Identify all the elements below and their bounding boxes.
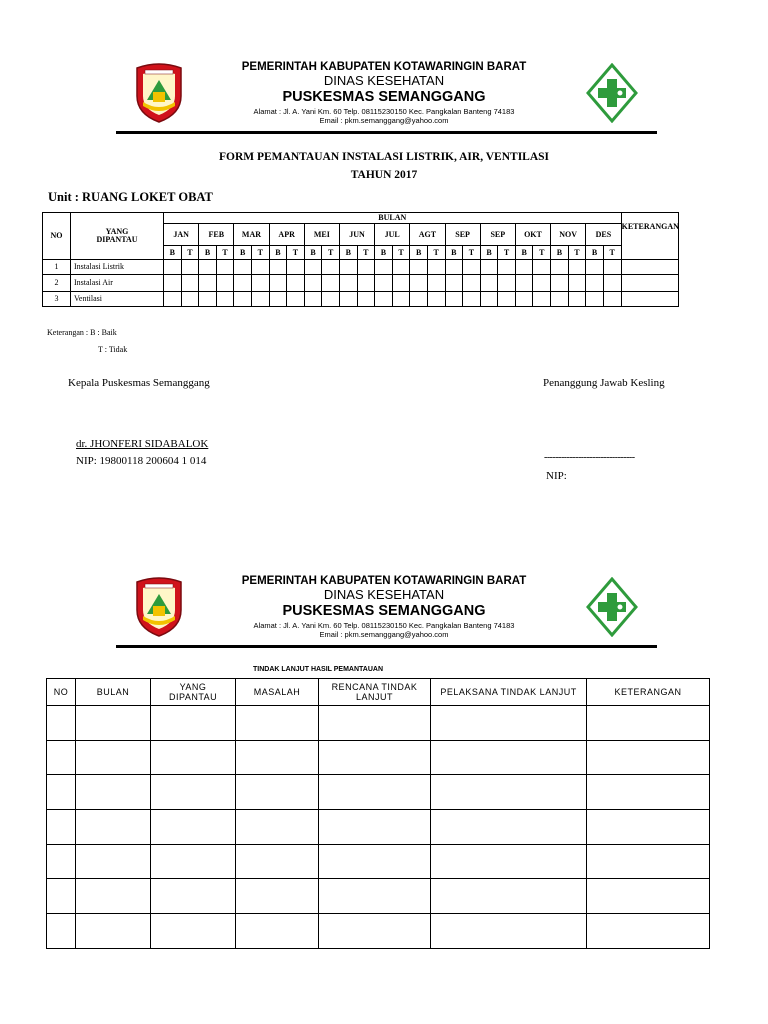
tidak-subheader: T <box>287 246 305 260</box>
status-cell[interactable] <box>357 292 375 307</box>
month-header: FEB <box>199 224 234 246</box>
followup-cell[interactable] <box>431 706 587 741</box>
followup-cell[interactable] <box>431 810 587 845</box>
status-cell[interactable] <box>287 260 305 275</box>
followup-cell[interactable] <box>76 810 151 845</box>
status-cell[interactable] <box>515 275 533 292</box>
baik-subheader: B <box>269 246 287 260</box>
followup-cell[interactable] <box>431 740 587 775</box>
baik-subheader: B <box>551 246 569 260</box>
status-cell[interactable] <box>199 260 217 275</box>
col-keterangan: KETERANGAN <box>587 679 710 706</box>
status-cell[interactable] <box>515 292 533 307</box>
followup-cell[interactable] <box>236 879 319 914</box>
header-email: Email : pkm.semanggang@yahoo.com <box>319 116 449 125</box>
followup-cell[interactable] <box>236 706 319 741</box>
row-no: 1 <box>43 260 71 275</box>
month-header: JUL <box>375 224 410 246</box>
status-cell[interactable] <box>234 292 252 307</box>
status-cell[interactable] <box>568 292 586 307</box>
legend-baik: Keterangan : B : Baik <box>47 328 117 337</box>
status-cell[interactable] <box>357 275 375 292</box>
keterangan-cell[interactable] <box>621 275 678 292</box>
status-cell[interactable] <box>269 275 287 292</box>
baik-subheader: B <box>586 246 604 260</box>
status-cell[interactable] <box>515 260 533 275</box>
tidak-subheader: T <box>357 246 375 260</box>
baik-subheader: B <box>515 246 533 260</box>
col-yang-dipantau: YANG DIPANTAU <box>151 679 236 706</box>
status-cell[interactable] <box>568 275 586 292</box>
baik-subheader: B <box>304 246 322 260</box>
status-cell[interactable] <box>164 260 182 275</box>
month-header: OKT <box>515 224 550 246</box>
status-cell[interactable] <box>234 275 252 292</box>
tidak-subheader: T <box>251 246 269 260</box>
status-cell[interactable] <box>269 260 287 275</box>
followup-cell[interactable] <box>151 740 236 775</box>
status-cell[interactable] <box>375 260 393 275</box>
status-cell[interactable] <box>410 275 428 292</box>
baik-subheader: B <box>410 246 428 260</box>
status-cell[interactable] <box>498 275 516 292</box>
row-item: Instalasi Air <box>71 275 164 292</box>
followup-cell[interactable] <box>47 810 76 845</box>
followup-cell[interactable] <box>76 879 151 914</box>
table-row <box>43 260 679 275</box>
status-cell[interactable] <box>269 292 287 307</box>
status-cell[interactable] <box>251 275 269 292</box>
followup-cell[interactable] <box>76 914 151 949</box>
status-cell[interactable] <box>392 275 410 292</box>
status-cell[interactable] <box>357 260 375 275</box>
status-cell[interactable] <box>463 260 481 275</box>
status-cell[interactable] <box>181 275 199 292</box>
status-cell[interactable] <box>392 260 410 275</box>
col-no: NO <box>47 679 76 706</box>
followup-cell[interactable] <box>76 775 151 810</box>
status-cell[interactable] <box>322 260 340 275</box>
col-keterangan-header: KETERANGAN <box>621 213 678 260</box>
month-header: MEI <box>304 224 339 246</box>
status-cell[interactable] <box>339 292 357 307</box>
status-cell[interactable] <box>216 275 234 292</box>
status-cell[interactable] <box>445 260 463 275</box>
col-bulan-header: BULAN <box>164 213 622 224</box>
table-row <box>47 740 710 775</box>
status-cell[interactable] <box>480 292 498 307</box>
followup-cell[interactable] <box>587 879 710 914</box>
status-cell[interactable] <box>164 275 182 292</box>
followup-table <box>46 678 710 949</box>
status-cell[interactable] <box>304 275 322 292</box>
col-dipantau-text: DIPANTAU <box>96 235 138 244</box>
baik-subheader: B <box>445 246 463 260</box>
tidak-subheader: T <box>533 246 551 260</box>
keterangan-cell[interactable] <box>621 292 678 307</box>
followup-cell[interactable] <box>236 844 319 879</box>
followup-cell[interactable] <box>587 740 710 775</box>
status-cell[interactable] <box>463 292 481 307</box>
followup-cell[interactable] <box>151 844 236 879</box>
status-cell[interactable] <box>498 260 516 275</box>
baik-subheader: B <box>480 246 498 260</box>
baik-subheader: B <box>375 246 393 260</box>
header-rule <box>116 131 657 134</box>
baik-subheader: B <box>339 246 357 260</box>
month-header: JAN <box>164 224 199 246</box>
status-cell[interactable] <box>498 292 516 307</box>
status-cell[interactable] <box>181 260 199 275</box>
status-cell[interactable] <box>586 260 604 275</box>
tidak-subheader: T <box>498 246 516 260</box>
baik-subheader: B <box>199 246 217 260</box>
followup-cell[interactable] <box>587 914 710 949</box>
followup-cell[interactable] <box>236 740 319 775</box>
month-header: MAR <box>234 224 269 246</box>
table-row <box>47 914 710 949</box>
status-cell[interactable] <box>427 275 445 292</box>
col-no-header: NO <box>43 213 71 260</box>
followup-cell[interactable] <box>236 810 319 845</box>
followup-cell[interactable] <box>236 775 319 810</box>
status-cell[interactable] <box>410 292 428 307</box>
table-row <box>47 810 710 845</box>
table-row <box>47 775 710 810</box>
month-header: DES <box>586 224 621 246</box>
table-row <box>43 292 679 307</box>
status-cell[interactable] <box>427 292 445 307</box>
status-cell[interactable] <box>586 275 604 292</box>
col-yang-dipantau-header <box>71 213 164 260</box>
left-signer-name: dr. JHONFERI SIDABALOK <box>76 438 209 450</box>
unit-label: Unit : RUANG LOKET OBAT <box>48 190 213 204</box>
followup-cell[interactable] <box>587 810 710 845</box>
row-no: 2 <box>43 275 71 292</box>
status-cell[interactable] <box>339 275 357 292</box>
header-department: DINAS KESEHATAN <box>323 73 445 88</box>
row-item: Ventilasi <box>71 292 164 307</box>
followup-cell[interactable] <box>76 844 151 879</box>
col-pelaksana: PELAKSANA TINDAK LANJUT <box>431 679 587 706</box>
status-cell[interactable] <box>322 292 340 307</box>
header-email: Email : pkm.semanggang@yahoo.com <box>319 630 449 639</box>
month-header: NOV <box>551 224 586 246</box>
status-cell[interactable] <box>304 292 322 307</box>
followup-cell[interactable] <box>319 810 431 845</box>
followup-cell[interactable] <box>587 844 710 879</box>
status-cell[interactable] <box>216 292 234 307</box>
tidak-subheader: T <box>463 246 481 260</box>
status-cell[interactable] <box>181 292 199 307</box>
followup-cell[interactable] <box>151 914 236 949</box>
status-cell[interactable] <box>199 275 217 292</box>
month-header: APR <box>269 224 304 246</box>
status-cell[interactable] <box>251 260 269 275</box>
table-row <box>47 844 710 879</box>
followup-cell[interactable] <box>47 844 76 879</box>
followup-cell[interactable] <box>319 914 431 949</box>
followup-cell[interactable] <box>319 879 431 914</box>
table-row <box>47 706 710 741</box>
followup-cell[interactable] <box>76 740 151 775</box>
status-cell[interactable] <box>480 275 498 292</box>
status-cell[interactable] <box>392 292 410 307</box>
status-cell[interactable] <box>375 275 393 292</box>
tidak-subheader: T <box>216 246 234 260</box>
monitoring-table <box>42 212 679 307</box>
status-cell[interactable] <box>234 260 252 275</box>
followup-cell[interactable] <box>151 810 236 845</box>
keterangan-cell[interactable] <box>621 260 678 275</box>
followup-cell[interactable] <box>587 706 710 741</box>
right-signer-nip: NIP: <box>546 470 567 482</box>
header-rule <box>116 645 657 648</box>
followup-cell[interactable] <box>236 914 319 949</box>
followup-cell[interactable] <box>151 706 236 741</box>
month-header: SEP <box>445 224 480 246</box>
table-row <box>47 879 710 914</box>
tidak-subheader: T <box>181 246 199 260</box>
status-cell[interactable] <box>603 292 621 307</box>
followup-header-row <box>47 679 710 706</box>
baik-subheader: B <box>164 246 182 260</box>
followup-cell[interactable] <box>151 879 236 914</box>
status-cell[interactable] <box>164 292 182 307</box>
followup-cell[interactable] <box>319 706 431 741</box>
status-cell[interactable] <box>445 292 463 307</box>
status-cell[interactable] <box>568 260 586 275</box>
status-cell[interactable] <box>551 275 569 292</box>
status-cell[interactable] <box>533 292 551 307</box>
status-cell[interactable] <box>533 260 551 275</box>
header-puskesmas: PUSKESMAS SEMANGGANG <box>282 603 486 619</box>
form-title: FORM PEMANTAUAN INSTALASI LISTRIK, AIR, VENTILASI <box>218 151 550 163</box>
header-government: PEMERINTAH KABUPATEN KOTAWARINGIN BARAT <box>241 575 527 587</box>
left-signer-nip: NIP: 19800118 200604 1 014 <box>76 455 207 467</box>
tidak-subheader: T <box>322 246 340 260</box>
followup-cell[interactable] <box>319 775 431 810</box>
followup-cell[interactable] <box>47 914 76 949</box>
col-yang-text: YANG <box>105 227 129 236</box>
row-item: Instalasi Listrik <box>71 260 164 275</box>
followup-cell[interactable] <box>319 844 431 879</box>
status-cell[interactable] <box>251 292 269 307</box>
status-cell[interactable] <box>199 292 217 307</box>
status-cell[interactable] <box>304 260 322 275</box>
table-row <box>43 275 679 292</box>
right-signer-line: -------------------------------- <box>544 452 635 463</box>
followup-cell[interactable] <box>151 775 236 810</box>
status-cell[interactable] <box>586 292 604 307</box>
status-cell[interactable] <box>551 292 569 307</box>
status-cell[interactable] <box>533 275 551 292</box>
status-cell[interactable] <box>463 275 481 292</box>
followup-cell[interactable] <box>47 775 76 810</box>
followup-cell[interactable] <box>431 775 587 810</box>
header-address: Alamat : Jl. A. Yani Km. 60 Telp. 08115230150 Kec. Pangkalan Banteng 74183 <box>253 107 515 116</box>
status-cell[interactable] <box>410 260 428 275</box>
followup-cell[interactable] <box>47 879 76 914</box>
followup-cell[interactable] <box>47 706 76 741</box>
col-bulan: BULAN <box>76 679 151 706</box>
baik-subheader: B <box>234 246 252 260</box>
followup-cell[interactable] <box>431 914 587 949</box>
status-cell[interactable] <box>480 260 498 275</box>
followup-cell[interactable] <box>431 844 587 879</box>
col-masalah: MASALAH <box>236 679 319 706</box>
legend-tidak: T : Tidak <box>98 345 128 354</box>
followup-cell[interactable] <box>431 879 587 914</box>
status-cell[interactable] <box>216 260 234 275</box>
followup-cell[interactable] <box>319 740 431 775</box>
month-header: JUN <box>339 224 374 246</box>
followup-cell[interactable] <box>587 775 710 810</box>
header-puskesmas: PUSKESMAS SEMANGGANG <box>282 89 486 105</box>
header-address: Alamat : Jl. A. Yani Km. 60 Telp. 08115230150 Kec. Pangkalan Banteng 74183 <box>253 621 515 630</box>
tidak-subheader: T <box>568 246 586 260</box>
left-signer-title: Kepala Puskesmas Semanggang <box>68 377 210 389</box>
followup-cell[interactable] <box>76 706 151 741</box>
header-government: PEMERINTAH KABUPATEN KOTAWARINGIN BARAT <box>241 61 527 73</box>
status-cell[interactable] <box>603 275 621 292</box>
month-header: SEP <box>480 224 515 246</box>
status-cell[interactable] <box>287 275 305 292</box>
tidak-subheader: T <box>603 246 621 260</box>
header-department: DINAS KESEHATAN <box>323 587 445 602</box>
tidak-subheader: T <box>427 246 445 260</box>
col-rencana: RENCANA TINDAK LANJUT <box>319 679 431 706</box>
tidak-subheader: T <box>392 246 410 260</box>
status-cell[interactable] <box>322 275 340 292</box>
status-cell[interactable] <box>287 292 305 307</box>
row-no: 3 <box>43 292 71 307</box>
status-cell[interactable] <box>375 292 393 307</box>
status-cell[interactable] <box>445 275 463 292</box>
followup-title: TINDAK LANJUT HASIL PEMANTAUAN <box>253 666 384 673</box>
month-header: AGT <box>410 224 445 246</box>
status-cell[interactable] <box>339 260 357 275</box>
followup-cell[interactable] <box>47 740 76 775</box>
status-cell[interactable] <box>551 260 569 275</box>
status-cell[interactable] <box>427 260 445 275</box>
form-year: TAHUN 2017 <box>350 169 418 181</box>
status-cell[interactable] <box>603 260 621 275</box>
right-signer-title: Penanggung Jawab Kesling <box>543 377 665 389</box>
